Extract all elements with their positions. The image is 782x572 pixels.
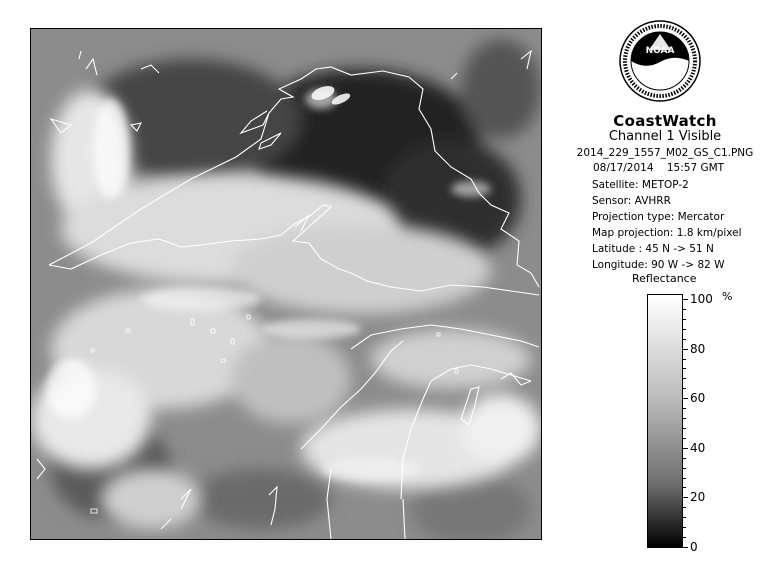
image-datetime: 08/17/2014 15:57 GMT (593, 162, 725, 174)
legend-title: Reflectance (632, 272, 697, 285)
colorbar-tick-label: 60 (690, 391, 706, 406)
projection-type-label: Projection type: Mercator (592, 211, 725, 223)
colorbar-tick-label: 100 (690, 292, 713, 306)
longitude-range-label: Longitude: 90 W -> 82 W (592, 259, 725, 271)
logo-center-text: NOAA (645, 46, 675, 56)
colorbar-major-tick (683, 448, 688, 449)
colorbar-tick-label: 0 (690, 540, 698, 554)
colorbar-minor-tick (683, 507, 686, 508)
latitude-range-label: Latitude : 45 N -> 51 N (592, 243, 714, 255)
colorbar-minor-tick (683, 408, 686, 409)
colorbar-minor-tick (683, 388, 686, 389)
colorbar-minor-tick (683, 368, 686, 369)
colorbar-major-tick (683, 299, 688, 300)
colorbar-minor-tick (683, 487, 686, 488)
colorbar-tick-label: 40 (690, 440, 706, 455)
sensor-label: Sensor: AVHRR (592, 195, 671, 207)
colorbar-tick-label: 20 (690, 490, 706, 505)
colorbar-minor-tick (683, 517, 686, 518)
brand-title: CoastWatch (613, 112, 717, 130)
channel-label: Channel 1 Visible (608, 129, 722, 144)
colorbar-minor-tick (683, 378, 686, 379)
colorbar-major-tick (683, 497, 688, 498)
noaa-logo (619, 20, 701, 102)
image-filename: 2014_229_1557_M02_GS_C1.PNG (576, 147, 754, 159)
colorbar-tick-label: 80 (690, 341, 706, 356)
colorbar-minor-tick (683, 527, 686, 528)
colorbar-major-tick (683, 547, 688, 548)
colorbar-minor-tick (683, 329, 686, 330)
colorbar-minor-tick (683, 478, 686, 479)
satellite-map[interactable] (30, 28, 542, 540)
colorbar-minor-tick (683, 319, 686, 320)
colorbar-minor-tick (683, 339, 686, 340)
legend-unit: % (722, 290, 733, 303)
colorbar-minor-tick (683, 537, 686, 538)
colorbar-minor-tick (683, 309, 686, 310)
colorbar-minor-tick (683, 468, 686, 469)
colorbar-minor-tick (683, 438, 686, 439)
colorbar-minor-tick (683, 418, 686, 419)
map-projection-label: Map projection: 1.8 km/pixel (592, 227, 742, 239)
satellite-label: Satellite: METOP-2 (592, 179, 689, 191)
colorbar-major-tick (683, 398, 688, 399)
colorbar-minor-tick (683, 428, 686, 429)
reflectance-colorbar (647, 294, 683, 548)
colorbar-minor-tick (683, 458, 686, 459)
satellite-image (31, 29, 541, 539)
colorbar-minor-tick (683, 359, 686, 360)
colorbar-major-tick (683, 349, 688, 350)
